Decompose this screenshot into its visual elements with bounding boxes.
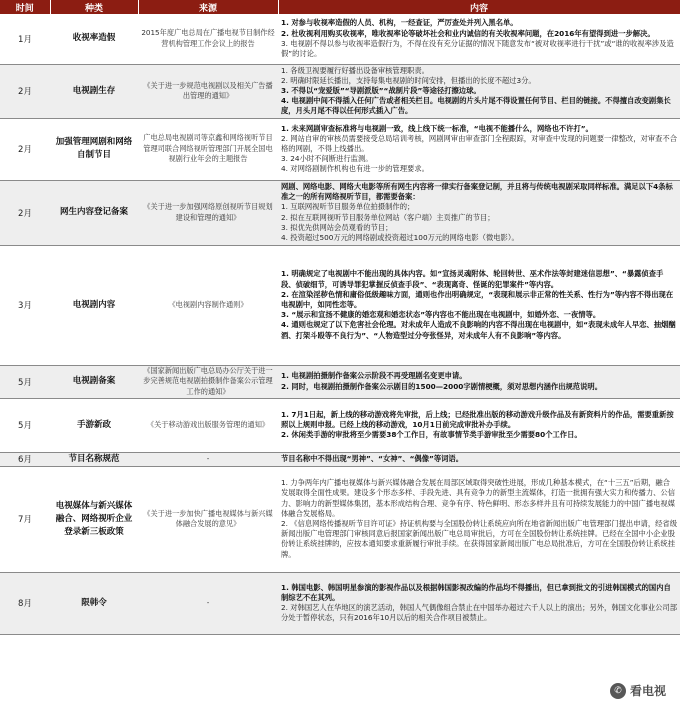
table-row [0,466,680,572]
table-row [0,365,680,398]
row-source: 《关于进一步加强网络原创视听节目规划建设和管理的通知》 [138,180,278,245]
content-line: 1. 未来网剧审查标准将与电视剧一致，线上线下统一标准，“电视不能播什么，网络也不许打”。 [281,123,593,133]
watermark [610,682,666,699]
row-time: 5月 [0,398,50,452]
table-row [0,452,680,466]
row-time: 7月 [0,466,50,572]
row-time: 3月 [0,245,50,365]
row-source: 2015年度广电总局在广播电视节目制作经营机构管理工作会议上的报告 [138,14,278,64]
row-source: 《关于进一步规范电视剧以及相关广告播出管理的通知》 [138,64,278,118]
content-line: 1. 7月1日起，新上线的移动游戏将先审批，后上线；已经批准出版的移动游戏升级作品及有新资料片的作品，需要重新按照以上规则申报。已经上线的移动游戏，10月1日前完成审批补办手续。 [281,409,674,429]
header-type: 种类 [50,0,138,14]
row-time: 2月 [0,180,50,245]
content-line: 2. 网站自审的审核员需要接受总局培训考核，网剧网审由审查部门全程跟踪，对审查中发现的问题要一律整改，对审查不合格的网剧，不得上线播出。 [281,133,678,153]
row-type: 节目名称规范 [50,452,138,466]
table-body [0,14,680,634]
header-source: 来源 [138,0,278,14]
table-row [0,572,680,634]
table-row [0,398,680,452]
content-line: 1. 互联网视听节目服务单位拍摄制作的； [281,202,415,212]
row-source: 广电总局电视剧司等京鑫和网络视听节目管理司联合网络视听管理部门开展全国电视剧行业年会的主题报告 [138,118,278,180]
row-content [278,466,680,572]
content-line: 3. 拟优先供网站会员观看的节目； [281,222,393,232]
row-type: 加强管理网剧和网络自制节目 [50,118,138,180]
content-line: 2. 杜收视利用购买收视率，唯收视率论等破坏社会和业内诚信的有关收视率问题，在2016年有望得到进一步解决。 [281,28,655,38]
content-line: 1. 各级卫视要履行好播出设备审核管理职责。 [281,65,429,75]
row-content [278,245,680,365]
row-time: 5月 [0,365,50,398]
content-line: 1. 韩国电影、韩国明星参演的影视作品以及根据韩国影视改编的作品均不得播出，但已拿到批文的引进韩国模式的国内自制综艺不在其列。 [281,582,671,602]
watermark-text: 看电视 [629,684,666,698]
content-line: 3. 不得以“宠爱版”“导剧派版”“战制片段”等途径打擦边球。 [281,85,481,95]
table-row [0,118,680,180]
row-source: - [138,452,278,466]
content-line: 2. 对韩国艺人在华地区的演艺活动，韩国人气偶像组合禁止在中国举办超过六千人以上的演出；另外，韩国文化事业公司部分处于暂停状态，只有2016年10月以后的相关合作项目被禁止。 [281,603,678,623]
row-type: 限韩令 [50,572,138,634]
content-line: 2. 在渲染淫秽色情和庸俗低级趣味方面，通则也作出明确规定，“表现和展示非正常的性关系、性行为”等内容不得出现在电视剧中，如同性恋等。 [281,289,674,309]
row-content [278,452,680,466]
content-line: 网剧、网络电影、网络大电影等所有网生内容将一律实行备案登记制，并且将与传统电视剧采取同样标准。满足以下4条标准之一的所有网络视听节目，都需要备案： [281,181,673,202]
row-type: 电视媒体与新兴媒体融合、网络视听企业登录新三板政策 [50,466,138,572]
content-line: 2. 《信息网络传播视听节目许可证》持证机构要与全国股份转让系统应向所在地省新闻出版广电管理部门提出申请，经省级新闻出版广电管理部门审核同意后报国家新闻出版广电总局审批后，方可在全国股份转让系统挂牌。已经在全国中小企业股份转让系统挂牌的，应按本通知要求重新履行审批手续。在获得国家新闻出版广电总局批准后，方可在全国股份转让系统挂牌。 [281,519,678,559]
row-source: 《电视剧内容制作通则》 [138,245,278,365]
row-source: 《关于移动游戏出版服务管理的通知》 [138,398,278,452]
row-type: 手游新政 [50,398,138,452]
wechat-icon: ✆ [610,683,626,699]
row-type: 网生内容登记备案 [50,180,138,245]
row-content [278,180,680,245]
row-content [278,365,680,398]
table-row [0,64,680,118]
content-line: 1. 电视剧拍摄制作备案公示阶段不再受理剧名变更申请。 [281,371,467,381]
content-line: 1. 明确规定了电视剧中不能出现的具体内容。如“宣扬灵魂附体、轮回转世、巫术作法等封建迷信思想”、“暴露侦查手段、侦破细节，可诱导罪犯掌握反侦查手段”、“表现离奇、怪诞的犯罪案件”等内容。 [281,269,664,289]
table-row [0,245,680,365]
content-line: 4. 投资超过500万元的网络剧或投资超过100万元的网络电影（微电影）。 [281,232,519,242]
content-line: 节目名称中不得出现“男神”、“女神”、“偶像”等词语。 [281,453,464,463]
content-line: 3. “展示和宣扬不健康的婚恋观和婚恋状态”等内容也不能出现在电视剧中，如婚外恋、一夜情等。 [281,310,601,320]
content-line: 4. 电视剧中间不得插入任何广告或者相关栏目。电视剧的片头片尾不得设置任何节目、栏目的链接。不得擅自改变剧集长度，月头月尾不得以任何形式插入广告。 [281,96,671,116]
row-source: - [138,572,278,634]
row-type: 电视剧内容 [50,245,138,365]
content-line: 2. 休闲类手游的审批将至少需要38个工作日，有故事情节类手游审批至少需要80个工作日。 [281,430,582,440]
row-source: 《国家新闻出版广电总局办公厅关于进一步完善规范电视剧拍摄制作备案公示管理工作的通知》 [138,365,278,398]
content-line: 3. 24小时不间断进行监测。 [281,154,373,164]
table-row [0,14,680,64]
row-time: 6月 [0,452,50,466]
row-source: 《关于进一步加快广播电视媒体与新兴媒体融合发展的意见》 [138,466,278,572]
header-content: 内容 [278,0,680,14]
row-content [278,572,680,634]
row-time: 2月 [0,118,50,180]
content-line: 1. 对参与收视率造假的人员、机构，一经查证，严厉查处并列入黑名单。 [281,18,518,28]
content-line: 2. 拟在互联网视听节目服务单位网站（客户端）主页推广的节目； [281,212,495,222]
row-type: 收视率造假 [50,14,138,64]
row-content [278,118,680,180]
row-content [278,14,680,64]
row-type: 电视剧备案 [50,365,138,398]
content-line: 3. 电视剧不得以参与收视率造假行为，不得在没有充分证据的情况下随意发布“被对收视率进行干扰”或“谁的收视率涉及造假”的讨论。 [281,38,674,58]
row-content [278,64,680,118]
content-line: 2. 明确时限延长播出，支持每集电视剧的时间安排，但播出的长度不超过3分。 [281,75,536,85]
content-line: 4. 对网络剧制作机构也有进一步的管理要求。 [281,164,429,174]
table-header [0,0,680,14]
row-content [278,398,680,452]
row-time: 2月 [0,64,50,118]
content-line: 1. 力争两年内广播电视媒体与新兴媒体融合发展在局部区域取得突破性进展，形成几种基本模式，在“十三五”后期，融合发展取得全面性成果。建设多个形态多样、手段先进、具有竞争力的新型主流媒体，打造一批拥有强大实力和传播力、公信力、影响力的新型媒体集团，基本形成结构合理、竞争有序、特色鲜明、形态多样并且有可持续发展能力的中国广播电视媒体融合发展格局。 [281,478,676,518]
row-type: 电视剧生存 [50,64,138,118]
content-line: 4. 通则也规定了以下危害社会伦理。对未成年人造成不良影响的内容不得出现在电视剧中，如“表现未成年人早恋、抽烟酗酒、打架斗殴等不良行为”、“人物造型过分夸张怪异，对未成年人有不良影响”等内容。 [281,320,676,340]
table-row [0,180,680,245]
content-line: 2. 同时，电视剧拍摄制作备案公示剧目的1500—2000字剧情梗概，须对思想内涵作出规范说明。 [281,381,602,391]
header-time: 时间 [0,0,50,14]
row-time: 8月 [0,572,50,634]
row-time: 1月 [0,14,50,64]
